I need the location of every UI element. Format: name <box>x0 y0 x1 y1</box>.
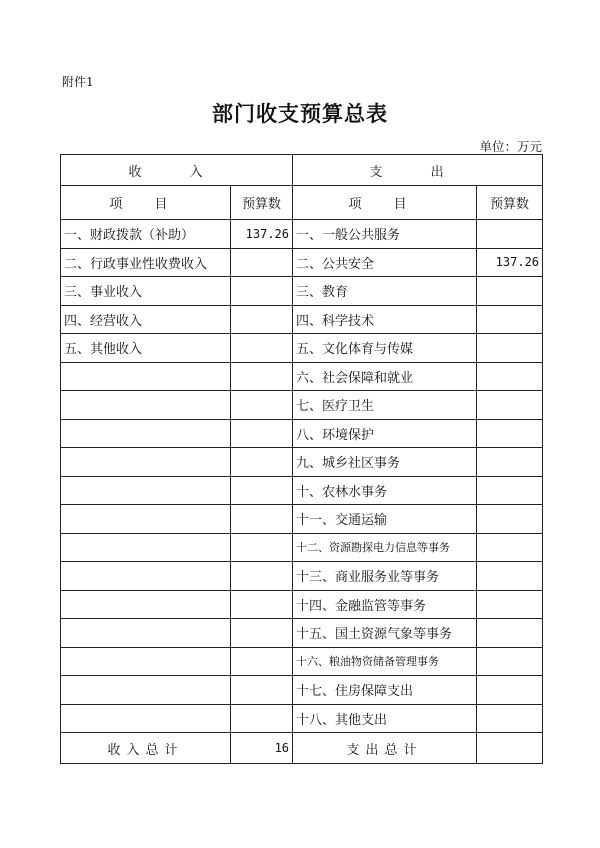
income-value-cell <box>231 419 293 448</box>
expense-item-cell: 九、城乡社区事务 <box>293 448 477 477</box>
expense-value-cell: 137.26 <box>477 248 543 277</box>
income-item-cell <box>61 362 231 391</box>
expense-item-cell: 四、科学技术 <box>293 305 477 334</box>
expense-value-cell <box>477 448 543 477</box>
table-row <box>61 619 543 648</box>
expense-total-label <box>293 733 477 764</box>
expense-header <box>293 155 543 186</box>
expense-header-label: 支 出 <box>369 164 466 180</box>
income-item-cell: 二、行政事业性收费收入 <box>61 248 231 277</box>
expense-value-cell <box>477 220 543 249</box>
income-value-cell <box>231 562 293 591</box>
expense-item-cell: 十四、金融监管等事务 <box>293 590 477 619</box>
expense-item-cell: 十六、粮油物资储备管理事务 <box>293 647 477 676</box>
table-row <box>61 562 543 591</box>
expense-item-cell: 六、社会保障和就业 <box>293 362 477 391</box>
income-value-cell <box>231 362 293 391</box>
income-value-cell <box>231 305 293 334</box>
income-value-cell <box>231 277 293 306</box>
table-row <box>61 448 543 477</box>
income-value-cell <box>231 647 293 676</box>
table-row <box>61 590 543 619</box>
expense-item-cell: 十二、资源勘探电力信息等事务 <box>293 533 477 562</box>
income-total-label-text: 收入总计 <box>107 742 184 758</box>
expense-item-cell: 八、环境保护 <box>293 419 477 448</box>
income-total-value: 16 <box>231 733 293 764</box>
attachment-label: 附件1 <box>62 75 94 89</box>
table-row <box>61 419 543 448</box>
income-total-label <box>61 733 231 764</box>
table-row <box>61 277 543 306</box>
income-item-cell: 四、经营收入 <box>61 305 231 334</box>
expense-item-cell: 五、文化体育与传媒 <box>293 334 477 363</box>
income-item-cell: 三、事业收入 <box>61 277 231 306</box>
expense-value-cell <box>477 704 543 733</box>
expense-item-cell: 二、公共安全 <box>293 248 477 277</box>
income-value-cell <box>231 448 293 477</box>
expense-value-cell <box>477 647 543 676</box>
unit-label: 单位：万元 <box>479 139 542 154</box>
expense-total-value <box>477 733 543 764</box>
table-row <box>61 676 543 705</box>
expense-item-header <box>293 186 477 220</box>
table-subheader-row <box>61 186 543 220</box>
table-row <box>61 248 543 277</box>
income-item-cell <box>61 391 231 420</box>
income-item-cell <box>61 419 231 448</box>
table-row <box>61 334 543 363</box>
budget-table <box>60 154 543 764</box>
expense-item-header-label: 项 目 <box>348 197 421 212</box>
expense-value-cell <box>477 362 543 391</box>
expense-value-cell <box>477 505 543 534</box>
expense-item-cell: 一、一般公共服务 <box>293 220 477 249</box>
table-row <box>61 220 543 249</box>
income-item-cell <box>61 448 231 477</box>
income-value-cell: 137.26 <box>231 220 293 249</box>
table-row <box>61 533 543 562</box>
expense-item-cell: 十一、交通运输 <box>293 505 477 534</box>
table-row <box>61 647 543 676</box>
income-value-cell <box>231 533 293 562</box>
expense-value-cell <box>477 590 543 619</box>
expense-value-cell <box>477 391 543 420</box>
income-value-cell <box>231 704 293 733</box>
expense-value-cell <box>477 619 543 648</box>
expense-item-cell: 十三、商业服务业等事务 <box>293 562 477 591</box>
expense-value-cell <box>477 419 543 448</box>
income-item-header <box>61 186 231 220</box>
income-value-cell <box>231 676 293 705</box>
income-item-cell <box>61 647 231 676</box>
expense-item-cell: 十八、其他支出 <box>293 704 477 733</box>
table-row <box>61 476 543 505</box>
table-row <box>61 391 543 420</box>
income-item-cell <box>61 590 231 619</box>
income-header-label: 收 入 <box>128 164 225 180</box>
expense-value-cell <box>477 277 543 306</box>
table-header-row <box>61 155 543 186</box>
income-value-cell <box>231 476 293 505</box>
income-item-header-label: 项 目 <box>109 197 182 212</box>
expense-value-cell <box>477 676 543 705</box>
expense-value-cell <box>477 562 543 591</box>
expense-budget-header: 预算数 <box>477 186 543 220</box>
expense-value-cell <box>477 305 543 334</box>
expense-value-cell <box>477 533 543 562</box>
income-budget-header: 预算数 <box>231 186 293 220</box>
income-item-cell: 一、财政拨款（补助） <box>61 220 231 249</box>
income-item-cell <box>61 505 231 534</box>
expense-total-label-text: 支出总计 <box>346 742 423 758</box>
expense-item-cell: 三、教育 <box>293 277 477 306</box>
income-item-cell <box>61 676 231 705</box>
table-row <box>61 362 543 391</box>
expense-item-cell: 七、医疗卫生 <box>293 391 477 420</box>
income-value-cell <box>231 505 293 534</box>
income-value-cell <box>231 619 293 648</box>
income-item-cell <box>61 704 231 733</box>
income-item-cell <box>61 619 231 648</box>
expense-item-cell: 十、农林水事务 <box>293 476 477 505</box>
income-header <box>61 155 293 186</box>
expense-value-cell <box>477 334 543 363</box>
table-row <box>61 505 543 534</box>
table-row <box>61 305 543 334</box>
income-item-cell <box>61 533 231 562</box>
total-row <box>61 733 543 764</box>
page-title: 部门收支预算总表 <box>212 102 388 126</box>
income-value-cell <box>231 590 293 619</box>
expense-item-cell: 十五、国土资源气象等事务 <box>293 619 477 648</box>
table-row <box>61 704 543 733</box>
expense-value-cell <box>477 476 543 505</box>
expense-item-cell: 十七、住房保障支出 <box>293 676 477 705</box>
income-value-cell <box>231 334 293 363</box>
income-value-cell <box>231 391 293 420</box>
income-item-cell <box>61 476 231 505</box>
income-item-cell: 五、其他收入 <box>61 334 231 363</box>
income-value-cell <box>231 248 293 277</box>
income-item-cell <box>61 562 231 591</box>
